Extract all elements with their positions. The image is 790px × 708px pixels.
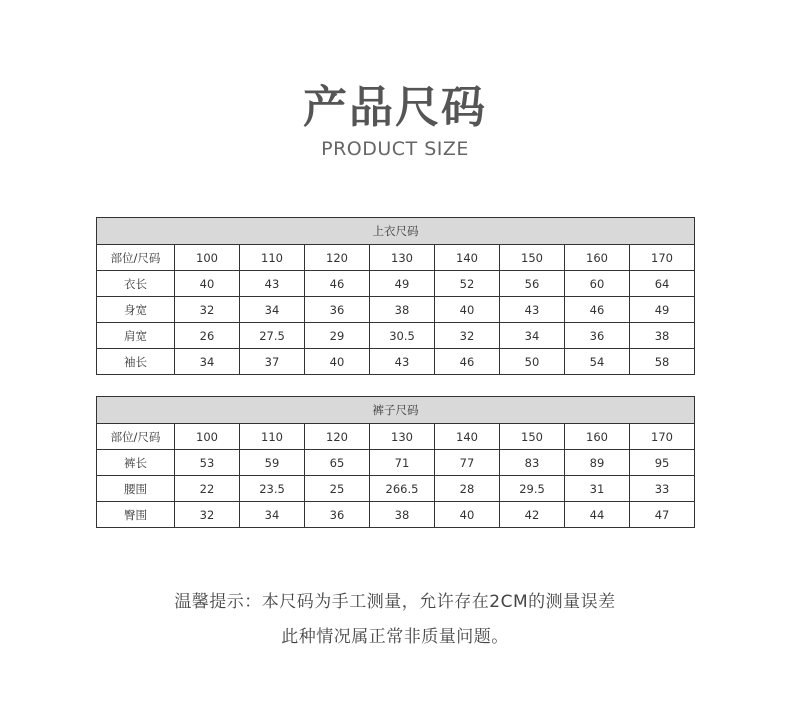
row-label: 肩宽 xyxy=(97,323,175,349)
table-cell: 49 xyxy=(630,297,695,323)
size-header: 160 xyxy=(565,245,630,271)
table-cell: 36 xyxy=(565,323,630,349)
table-cell: 29 xyxy=(305,323,370,349)
table-cell: 40 xyxy=(435,297,500,323)
table-cell: 36 xyxy=(305,297,370,323)
pants-size-table xyxy=(96,396,695,528)
table-row xyxy=(97,245,695,271)
top-size-table xyxy=(96,217,695,375)
table-cell: 49 xyxy=(370,271,435,297)
table-cell: 56 xyxy=(500,271,565,297)
corner-header: 部位/尺码 xyxy=(97,245,175,271)
table-cell: 32 xyxy=(435,323,500,349)
table-cell: 32 xyxy=(175,297,240,323)
table-cell: 65 xyxy=(305,450,370,476)
table-row xyxy=(97,297,695,323)
size-header: 150 xyxy=(500,424,565,450)
size-header: 120 xyxy=(305,245,370,271)
table-row xyxy=(97,349,695,375)
table-cell: 58 xyxy=(630,349,695,375)
size-header: 170 xyxy=(630,245,695,271)
size-header: 170 xyxy=(630,424,695,450)
table-cell: 46 xyxy=(565,297,630,323)
table-cell: 71 xyxy=(370,450,435,476)
table-row xyxy=(97,450,695,476)
top-table-caption: 上衣尺码 xyxy=(97,218,695,245)
table-cell: 37 xyxy=(240,349,305,375)
table-cell: 50 xyxy=(500,349,565,375)
corner-header: 部位/尺码 xyxy=(97,424,175,450)
table-cell: 34 xyxy=(240,297,305,323)
page-title: 产品尺码 xyxy=(303,82,487,133)
size-header: 140 xyxy=(435,245,500,271)
measurement-note-continued: 此种情况属正常非质量问题。 xyxy=(281,627,509,647)
measurement-note: 温馨提示：本尺码为手工测量，允许存在2CM的测量误差 xyxy=(174,592,616,612)
table-cell: 34 xyxy=(240,502,305,528)
row-label: 衣长 xyxy=(97,271,175,297)
row-label: 身宽 xyxy=(97,297,175,323)
table-row xyxy=(97,323,695,349)
table-cell: 52 xyxy=(435,271,500,297)
table-cell: 43 xyxy=(500,297,565,323)
table-cell: 46 xyxy=(435,349,500,375)
row-label: 袖长 xyxy=(97,349,175,375)
size-header: 120 xyxy=(305,424,370,450)
table-cell: 59 xyxy=(240,450,305,476)
size-header: 160 xyxy=(565,424,630,450)
table-cell: 60 xyxy=(565,271,630,297)
table-cell: 43 xyxy=(240,271,305,297)
table-cell: 40 xyxy=(435,502,500,528)
table-cell: 54 xyxy=(565,349,630,375)
table-cell: 38 xyxy=(630,323,695,349)
table-cell: 42 xyxy=(500,502,565,528)
table-cell: 83 xyxy=(500,450,565,476)
size-header: 150 xyxy=(500,245,565,271)
table-cell: 46 xyxy=(305,271,370,297)
table-cell: 38 xyxy=(370,502,435,528)
table-cell: 95 xyxy=(630,450,695,476)
table-cell: 34 xyxy=(175,349,240,375)
table-cell: 64 xyxy=(630,271,695,297)
table-cell: 28 xyxy=(435,476,500,502)
table-cell: 26 xyxy=(175,323,240,349)
row-label: 臀围 xyxy=(97,502,175,528)
table-cell: 34 xyxy=(500,323,565,349)
table-cell: 89 xyxy=(565,450,630,476)
table-cell: 40 xyxy=(175,271,240,297)
table-row xyxy=(97,424,695,450)
table-row xyxy=(97,271,695,297)
table-cell: 27.5 xyxy=(240,323,305,349)
size-header: 100 xyxy=(175,424,240,450)
table-cell: 40 xyxy=(305,349,370,375)
table-cell: 53 xyxy=(175,450,240,476)
table-row xyxy=(97,476,695,502)
table-cell: 38 xyxy=(370,297,435,323)
size-header: 130 xyxy=(370,424,435,450)
table-cell: 30.5 xyxy=(370,323,435,349)
size-header: 110 xyxy=(240,245,305,271)
table-cell: 31 xyxy=(565,476,630,502)
table-cell: 43 xyxy=(370,349,435,375)
table-cell: 25 xyxy=(305,476,370,502)
pants-table-caption: 裤子尺码 xyxy=(97,397,695,424)
row-label: 裤长 xyxy=(97,450,175,476)
table-cell: 22 xyxy=(175,476,240,502)
size-header: 130 xyxy=(370,245,435,271)
table-cell: 44 xyxy=(565,502,630,528)
table-row xyxy=(97,502,695,528)
table-cell: 36 xyxy=(305,502,370,528)
table-cell: 33 xyxy=(630,476,695,502)
table-cell: 32 xyxy=(175,502,240,528)
table-cell: 23.5 xyxy=(240,476,305,502)
table-cell: 266.5 xyxy=(370,476,435,502)
size-header: 110 xyxy=(240,424,305,450)
page-subtitle: PRODUCT SIZE xyxy=(321,138,469,160)
table-cell: 47 xyxy=(630,502,695,528)
row-label: 腰围 xyxy=(97,476,175,502)
size-header: 100 xyxy=(175,245,240,271)
table-cell: 29.5 xyxy=(500,476,565,502)
table-cell: 77 xyxy=(435,450,500,476)
size-header: 140 xyxy=(435,424,500,450)
